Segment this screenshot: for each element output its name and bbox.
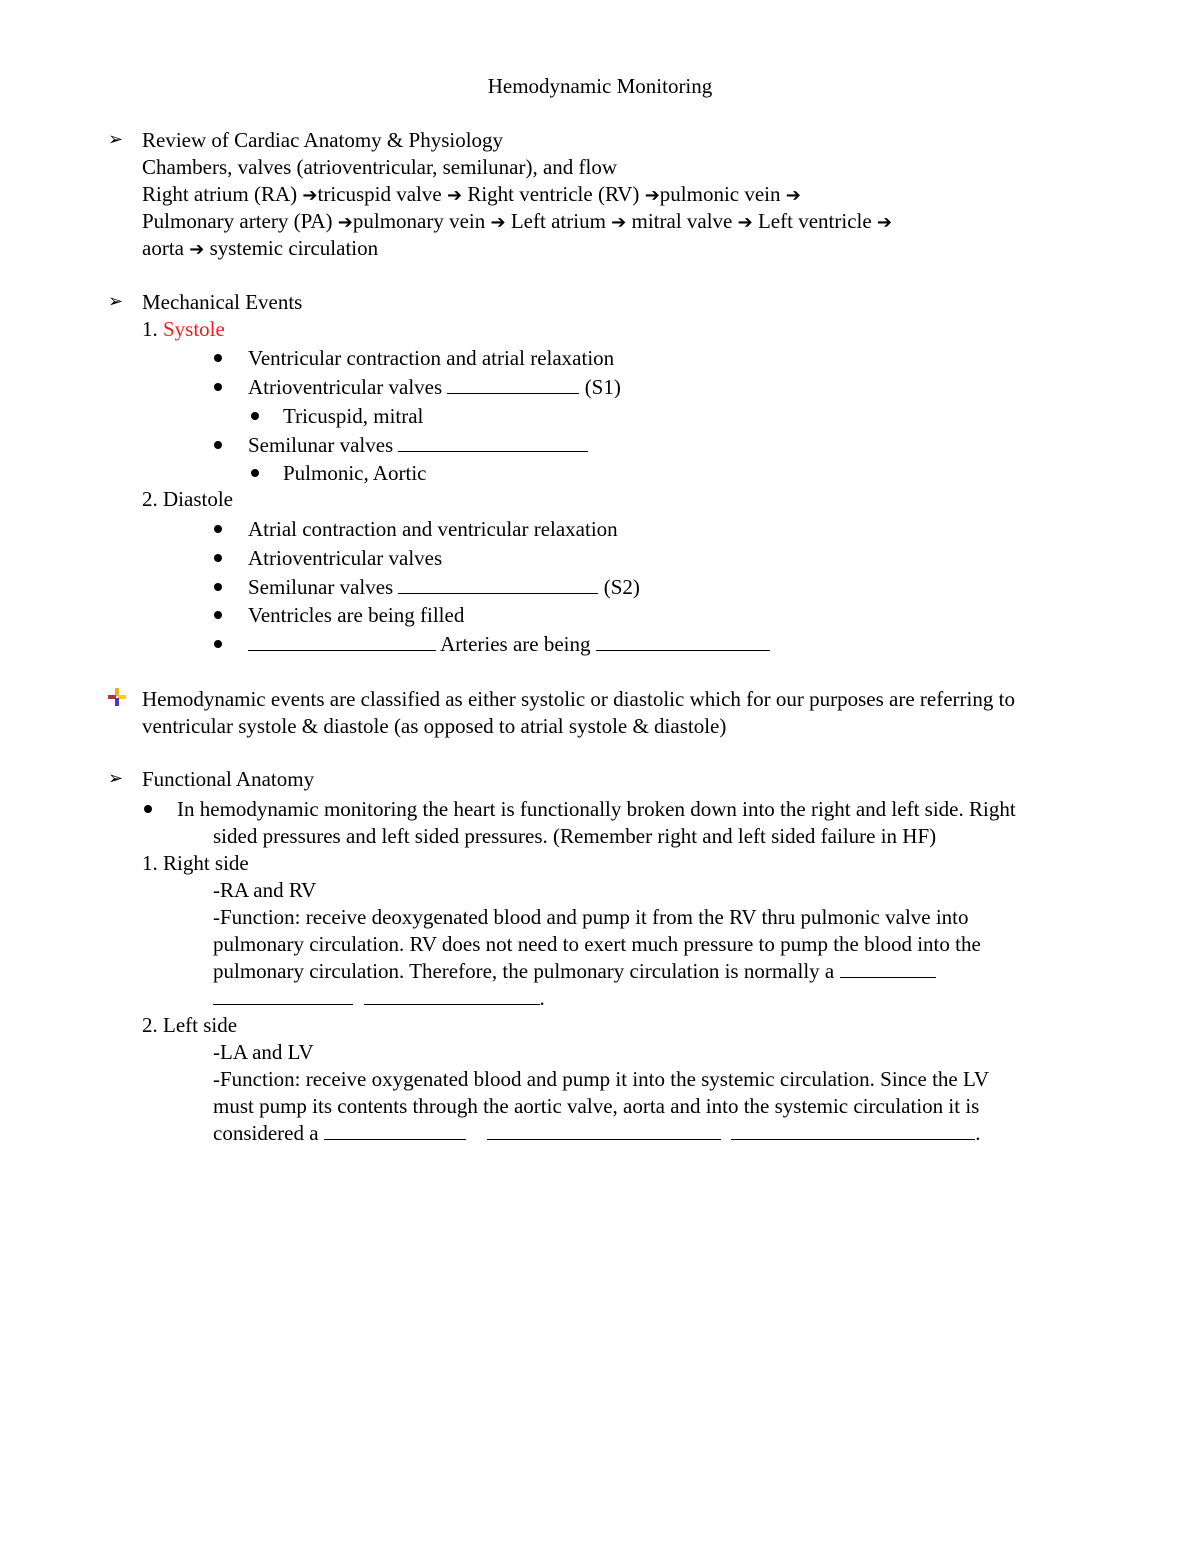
fill-in-blank[interactable] (213, 986, 353, 1005)
dot-bullet-icon (144, 805, 152, 813)
arrowhead-bullet-icon: ➢ (108, 129, 124, 150)
left-side-function-3: considered a . (213, 1121, 981, 1145)
right-arrow-icon: ➔ (876, 212, 893, 233)
flow-line-3: Pulmonary artery (PA) ➔pulmonary vein ➔ Left atrium ➔ mitral valve ➔ Left ventricle ➔ (142, 209, 893, 233)
dot-bullet-icon (214, 611, 222, 619)
right-side-label: 1. Right side (142, 851, 249, 875)
right-arrow-icon: ➔ (611, 212, 627, 233)
note-line-2: ventricular systole & diastole (as opposed to atrial systole & diastole) (142, 714, 727, 738)
right-side-blanks: . (213, 985, 545, 1011)
functional-heading: Functional Anatomy (142, 767, 315, 791)
systole-item-c: Semilunar valves (248, 432, 588, 458)
right-side-function-1: -Function: receive deoxygenated blood and pump it from the RV thru pulmonic valve into (213, 905, 969, 929)
dot-bullet-icon (214, 383, 222, 391)
fill-in-blank[interactable] (840, 959, 936, 978)
flow-line-4: aorta ➔ systemic circulation (142, 236, 379, 260)
dot-bullet-icon (214, 525, 222, 533)
fill-in-blank[interactable] (487, 1121, 721, 1140)
systole-item-a: Ventricular contraction and atrial relaxation (248, 346, 615, 370)
fill-in-blank[interactable] (398, 575, 598, 594)
right-arrow-icon: ➔ (302, 185, 318, 206)
review-heading: Review of Cardiac Anatomy & Physiology (142, 128, 504, 152)
diastole-item-c: Semilunar valves (S2) (248, 575, 640, 599)
right-arrow-icon: ➔ (737, 212, 753, 233)
note-line-1: Hemodynamic events are classified as either systolic or diastolic which for our purposes are referring to (142, 687, 1015, 711)
diastole-label: 2. Diastole (142, 487, 233, 511)
right-arrow-icon: ➔ (644, 185, 660, 206)
diastole-item-a: Atrial contraction and ventricular relaxation (248, 517, 618, 541)
fill-in-blank[interactable] (731, 1121, 975, 1140)
right-arrow-icon: ➔ (446, 185, 463, 206)
four-color-plus-icon (107, 687, 127, 707)
right-side-function-2: pulmonary circulation. RV does not need to exert much pressure to pump the blood into the (213, 932, 981, 956)
dot-bullet-icon (251, 469, 259, 477)
dot-bullet-icon (214, 583, 222, 591)
page-title: Hemodynamic Monitoring (487, 74, 713, 98)
systole-subitem-c: Pulmonic, Aortic (283, 461, 427, 485)
arrowhead-bullet-icon: ➢ (108, 291, 124, 312)
systole-subitem-b: Tricuspid, mitral (283, 404, 424, 428)
right-side-chambers: -RA and RV (213, 878, 317, 902)
right-side-function-3: pulmonary circulation. Therefore, the pulmonary circulation is normally a (213, 958, 936, 984)
dot-bullet-icon (214, 554, 222, 562)
fill-in-blank[interactable] (398, 433, 588, 452)
review-line-1: Chambers, valves (atrioventricular, semilunar), and flow (142, 155, 618, 179)
fill-in-blank[interactable] (596, 632, 770, 651)
diastole-item-e: Arteries are being (248, 631, 770, 657)
arrowhead-bullet-icon: ➢ (108, 768, 124, 789)
dot-bullet-icon (214, 441, 222, 449)
dot-bullet-icon (214, 354, 222, 362)
dot-bullet-icon (214, 640, 222, 648)
left-side-label: 2. Left side (142, 1013, 238, 1037)
diastole-item-d: Ventricles are being filled (248, 603, 465, 627)
fill-in-blank[interactable] (248, 632, 436, 651)
right-arrow-icon: ➔ (785, 185, 801, 206)
systole-label: 1. Systole (142, 317, 225, 341)
left-side-function-2: must pump its contents through the aortic valve, aorta and into the systemic circulation it is (213, 1094, 980, 1118)
right-arrow-icon: ➔ (337, 212, 353, 233)
right-arrow-icon: ➔ (490, 212, 506, 233)
fill-in-blank[interactable] (324, 1121, 466, 1140)
functional-bullet-line-1: In hemodynamic monitoring the heart is functionally broken down into the right and left side. Right (177, 797, 1016, 821)
flow-line-2: Right atrium (RA) ➔tricuspid valve ➔ Right ventricle (RV) ➔pulmonic vein ➔ (142, 182, 801, 206)
functional-bullet-line-2: sided pressures and left sided pressures. (Remember right and left sided failure in HF) (213, 824, 937, 848)
mechanical-heading: Mechanical Events (142, 290, 303, 314)
fill-in-blank[interactable] (447, 375, 579, 394)
dot-bullet-icon (251, 412, 259, 420)
diastole-item-b: Atrioventricular valves (248, 546, 443, 570)
systole-item-b: Atrioventricular valves (S1) (248, 375, 621, 399)
left-side-chambers: -LA and LV (213, 1040, 314, 1064)
left-side-function-1: -Function: receive oxygenated blood and pump it into the systemic circulation. Since the LV (213, 1067, 990, 1091)
fill-in-blank[interactable] (364, 986, 540, 1005)
right-arrow-icon: ➔ (189, 239, 205, 260)
